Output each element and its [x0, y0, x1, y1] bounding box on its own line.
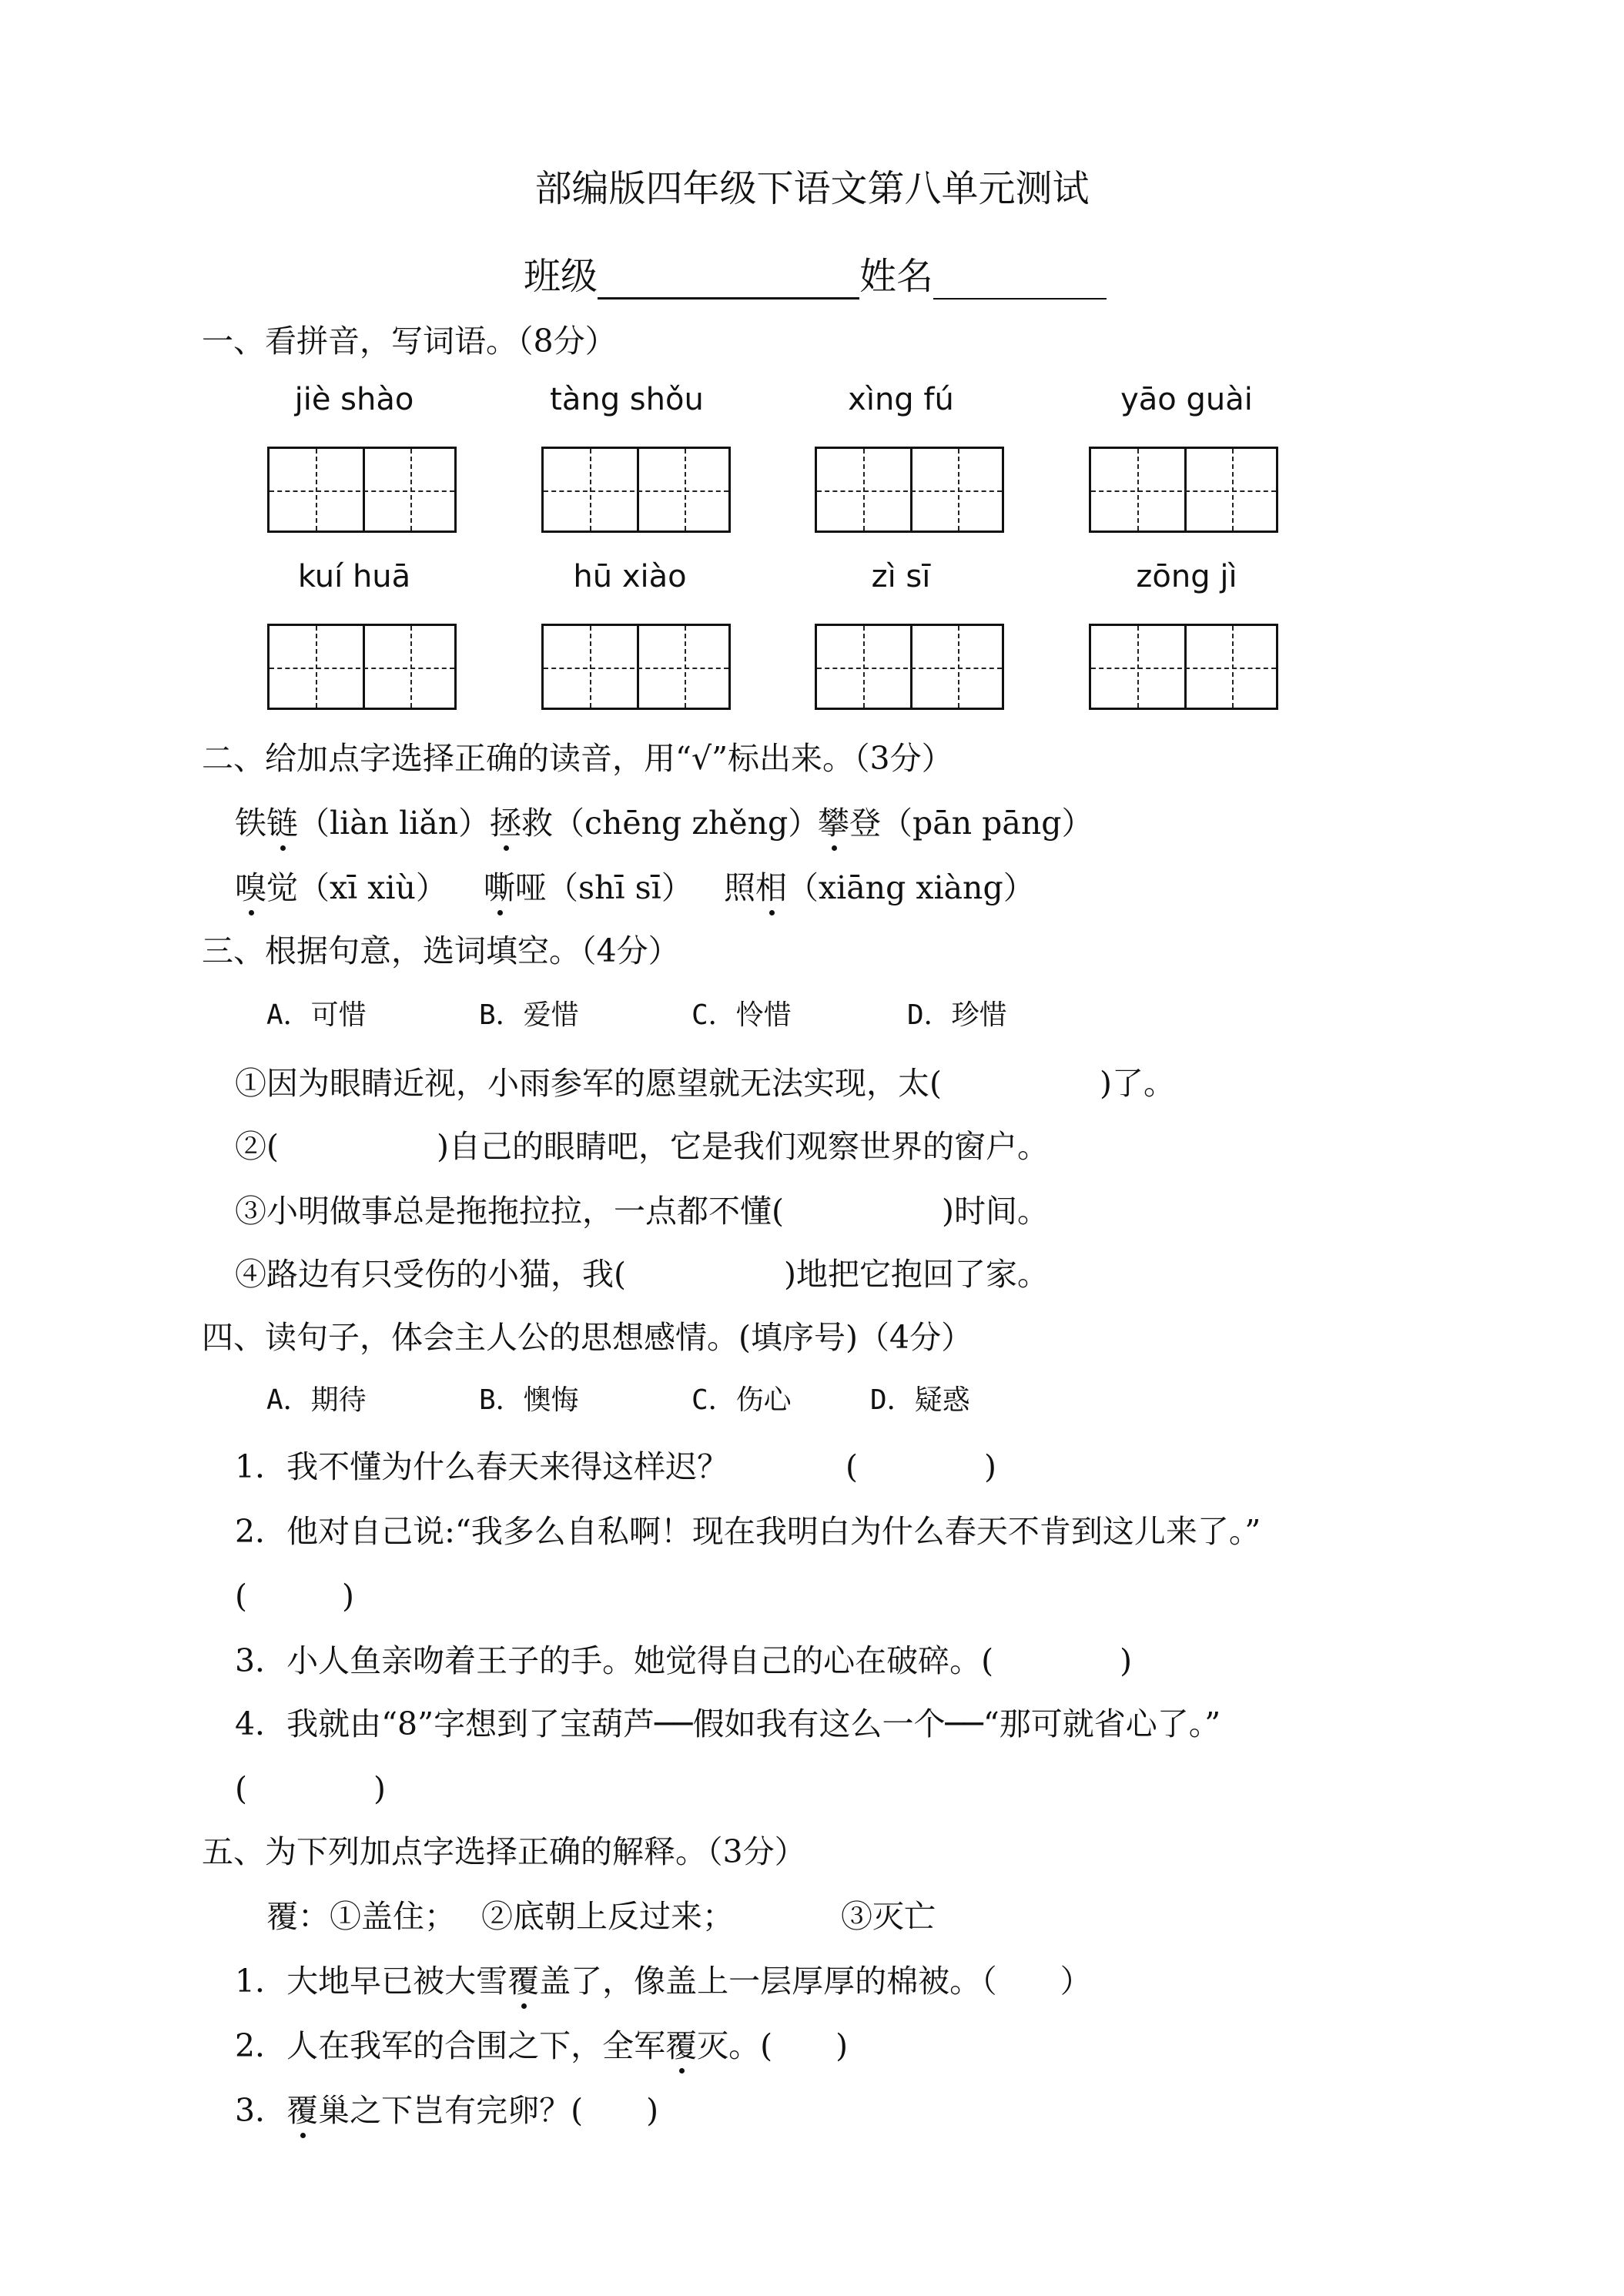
- class-name-line: [524, 246, 1107, 300]
- pinyin-1: jiè shào: [294, 382, 414, 417]
- pinyin-4: yāo guài: [1120, 382, 1253, 417]
- tian-grid-4[interactable]: [1089, 447, 1278, 533]
- q1-heading: 一、看拼音，写词语。（8分）: [202, 323, 617, 360]
- q5-sentence-3-pre: 3．: [235, 2092, 287, 2129]
- q2-item-1-dotted-char: 链: [266, 798, 298, 843]
- q2-item-4-dotted-char: 嗅: [235, 862, 266, 908]
- q4-sentence-4-answer[interactable]: ( ): [235, 1770, 386, 1807]
- q3-sentence-1[interactable]: ①因为眼睛近视，小雨参军的愿望就无法实现，太( )了。: [235, 1065, 1175, 1102]
- q3-sentence-4[interactable]: ④路边有只受伤的小猫，我( )地把它抱回了家。: [235, 1256, 1049, 1293]
- q5-definition-2: ②底朝上反过来；: [481, 1898, 734, 1935]
- q5-definition-3: ③灭亡: [841, 1898, 936, 1935]
- q2-item-5-post: 哑（shī sī）: [515, 869, 693, 906]
- q3-heading: 三、根据句意，选词填空。（4分）: [202, 932, 680, 969]
- q2-item-3[interactable]: [818, 798, 1093, 843]
- q4-sentence-1-answer[interactable]: ( ): [845, 1448, 996, 1485]
- q2-item-4-post: 觉（xī xiù）: [266, 869, 447, 906]
- name-blank[interactable]: [933, 264, 1107, 300]
- q3-option-b: B．爱惜: [479, 999, 579, 1031]
- q5-sentence-1-pre: 1．大地早已被大雪: [235, 1963, 508, 2000]
- q4-option-b: B．懊悔: [479, 1384, 579, 1416]
- q2-heading: 二、给加点字选择正确的读音，用“√”标出来。（3分）: [202, 740, 953, 777]
- q2-item-6-pre: 照: [724, 869, 755, 906]
- q3-option-a: A．可惜: [266, 999, 367, 1031]
- q4-sentence-3[interactable]: 3．小人鱼亲吻着王子的手。她觉得自己的心在破碎。( ): [235, 1642, 1133, 1679]
- page-title: 部编版四年级下语文第八单元测试: [534, 167, 1090, 210]
- class-label: 班级: [524, 255, 598, 298]
- tian-grid-8[interactable]: [1089, 624, 1278, 710]
- q5-sentence-2-pre: 2．人在我军的合围之下，全军: [235, 2027, 666, 2064]
- q4-sentence-2-answer[interactable]: ( ): [235, 1578, 354, 1615]
- q5-heading: 五、为下列加点字选择正确的解释。（3分）: [202, 1833, 806, 1870]
- q2-item-1-pre: 铁: [235, 805, 266, 842]
- name-label: 姓名: [859, 255, 934, 298]
- q2-item-6[interactable]: [724, 862, 1035, 908]
- q4-sentence-1: 1．我不懂为什么春天来得这样迟？: [235, 1448, 729, 1485]
- class-blank[interactable]: [598, 263, 859, 300]
- tian-grid-2[interactable]: [541, 447, 731, 533]
- q2-item-4[interactable]: [235, 862, 447, 908]
- q5-sentence-1[interactable]: [235, 1956, 1092, 2001]
- q2-item-3-dotted-char: 攀: [818, 798, 849, 843]
- q5-sentence-3-post: 巢之下岂有完卵？( ): [318, 2092, 659, 2129]
- q2-item-6-post: （xiāng xiàng）: [787, 869, 1035, 906]
- pinyin-6: hū xiào: [573, 559, 687, 594]
- pinyin-5: kuí huā: [297, 559, 411, 594]
- q5-sentence-3[interactable]: [235, 2085, 658, 2130]
- q2-item-2-dotted-char: 拯: [490, 798, 521, 843]
- q3-sentence-3[interactable]: ③小明做事总是拖拖拉拉，一点都不懂( )时间。: [235, 1193, 1049, 1230]
- q3-sentence-2[interactable]: ②( )自己的眼睛吧，它是我们观察世界的窗户。: [235, 1128, 1049, 1165]
- q4-option-d: D．疑惑: [870, 1384, 970, 1416]
- q3-option-c: C．怜惜: [691, 999, 792, 1031]
- q2-item-5[interactable]: [484, 862, 693, 908]
- q2-item-1[interactable]: [235, 798, 490, 843]
- q5-sentence-1-dotted-char: 覆: [507, 1956, 539, 2001]
- q2-item-3-post: 登（pān pāng）: [849, 805, 1093, 842]
- q4-option-c: C．伤心: [691, 1384, 792, 1416]
- q4-heading: 四、读句子，体会主人公的思想感情。(填序号)（4分）: [202, 1319, 973, 1356]
- q5-sentence-2-post: 灭。( ): [697, 2027, 849, 2064]
- tian-grid-1[interactable]: [267, 447, 457, 533]
- pinyin-2: tàng shǒu: [550, 382, 704, 417]
- q5-sentence-2-dotted-char: 覆: [665, 2020, 697, 2066]
- q4-sentence-4: 4．我就由“8”字想到了宝葫芦──假如我有这么一个──“那可就省心了。”: [235, 1705, 1221, 1742]
- tian-grid-7[interactable]: [815, 624, 1004, 710]
- q5-sentence-3-dotted-char: 覆: [286, 2085, 318, 2130]
- tian-grid-3[interactable]: [815, 447, 1004, 533]
- pinyin-3: xìng fú: [848, 382, 954, 417]
- q2-item-2-post: 救（chēng zhěng）: [521, 805, 820, 842]
- q5-definition-1: 覆：①盖住；: [266, 1898, 456, 1935]
- pinyin-7: zì sī: [871, 559, 931, 594]
- q2-item-6-dotted-char: 相: [755, 862, 787, 908]
- tian-grid-5[interactable]: [267, 624, 457, 710]
- q2-item-2[interactable]: [490, 798, 819, 843]
- q5-sentence-1-post: 盖了，像盖上一层厚厚的棉被。（ ）: [539, 1963, 1092, 2000]
- tian-grid-6[interactable]: [541, 624, 731, 710]
- q4-sentence-2: 2．他对自己说:“我多么自私啊！现在我明白为什么春天不肯到这儿来了。”: [235, 1513, 1261, 1550]
- q3-option-d: D．珍惜: [907, 999, 1007, 1031]
- q2-item-5-dotted-char: 嘶: [484, 862, 515, 908]
- q2-item-1-post: （liàn liǎn）: [298, 805, 491, 842]
- q5-sentence-2[interactable]: [235, 2020, 848, 2066]
- q4-option-a: A．期待: [266, 1384, 367, 1416]
- pinyin-8: zōng jì: [1136, 559, 1237, 594]
